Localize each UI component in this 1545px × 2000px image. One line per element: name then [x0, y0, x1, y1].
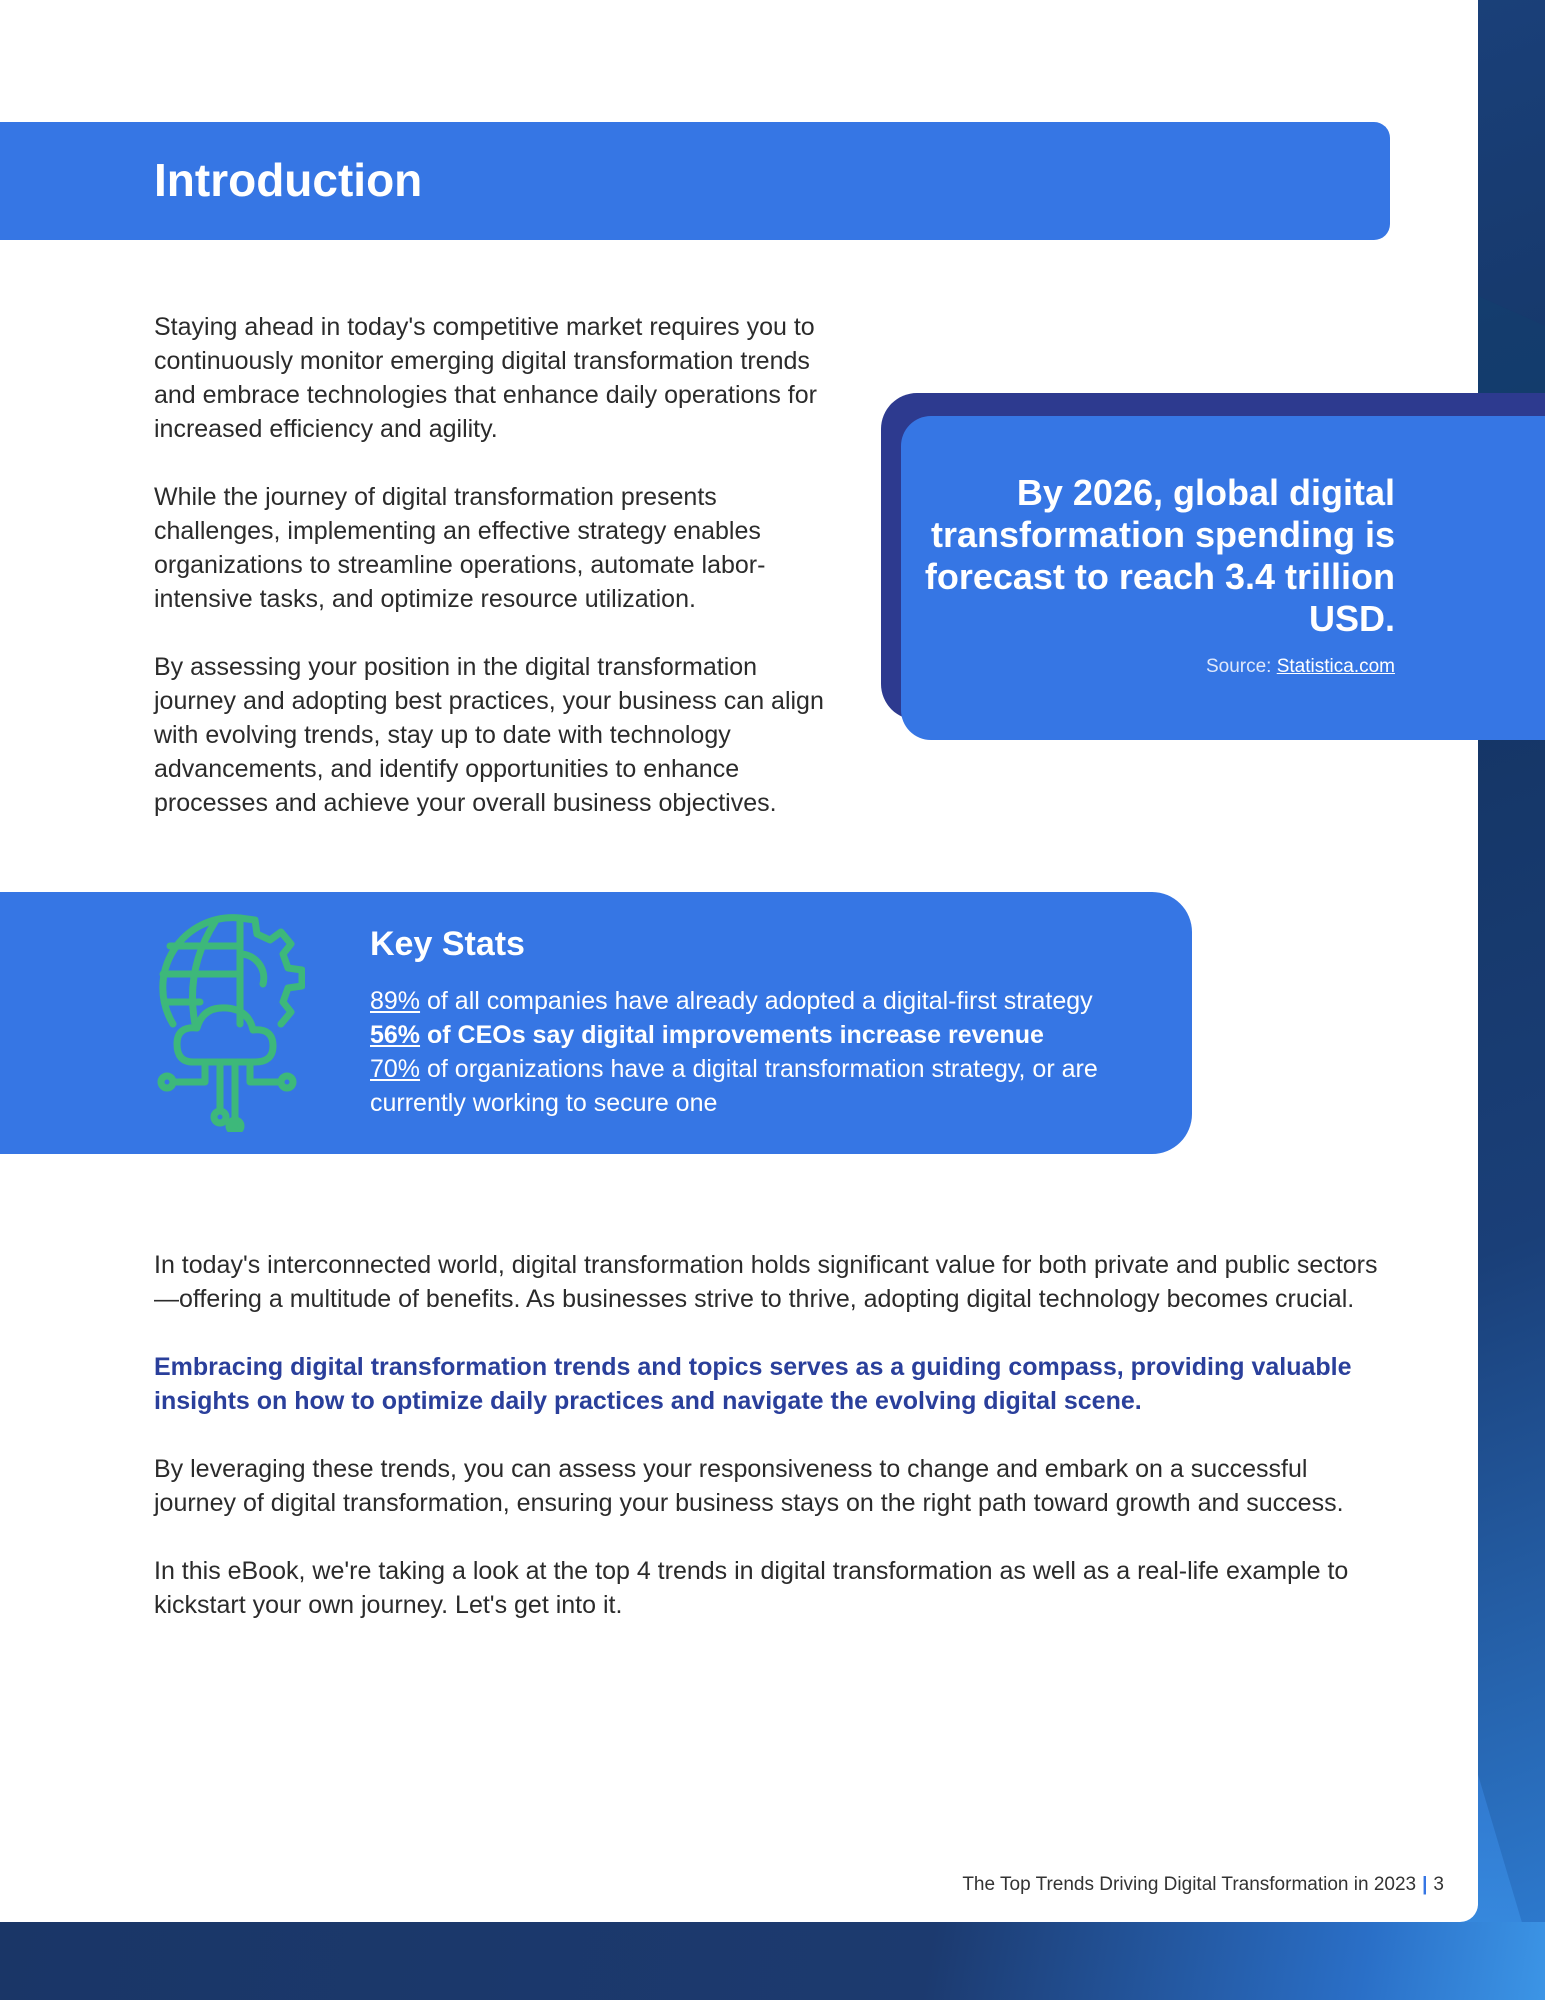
key-stats-list — [370, 984, 1150, 1120]
stat-item — [370, 1018, 1150, 1052]
stat-value[interactable]: 56% — [370, 1021, 421, 1049]
source-link[interactable]: Statistica.com — [1276, 656, 1395, 677]
highlight-paragraph: Embracing digital transformation trends and topics serves as a guiding compass, providing valuable insights on how to optimize daily practices and navigate the evolving digital scene. — [154, 1353, 1352, 1415]
stat-text: of all companies have already adopted a digital-first strategy — [420, 987, 1093, 1015]
intro-paragraph: Staying ahead in today's competitive market requires you to continuously monitor emerging digital transformation trends and embrace technologies that enhance daily operations for increased efficiency and agility. — [154, 313, 817, 443]
globe-cloud-gear-icon — [155, 914, 305, 1132]
bottom-band — [0, 1922, 1545, 2000]
stat-text: of CEOs say digital improvements increase revenue — [420, 1021, 1044, 1049]
stat-item — [370, 1052, 1150, 1120]
source-label: Source: — [1205, 656, 1277, 677]
intro-paragraph: While the journey of digital transformation presents challenges, implementing an effective strategy enables organizations to streamline operations, automate labor-intensive tasks, and optimize resource utilization. — [154, 483, 766, 613]
footer-separator: | — [1422, 1874, 1428, 1895]
body-text — [154, 1248, 1394, 1656]
stat-item — [370, 984, 1150, 1018]
footer-title: The Top Trends Driving Digital Transformation in 2023 — [962, 1874, 1417, 1895]
callout-text: By 2026, global digital transformation spending is forecast to reach 3.4 trillion USD. — [924, 472, 1395, 639]
body-paragraph: By leveraging these trends, you can assess your responsiveness to change and embark on a successful journey of digital transformation, ensuring your business stays on the right path toward growth and success. — [154, 1455, 1344, 1517]
body-paragraph: In today's interconnected world, digital transformation holds significant value for both private and public sectors—offering a multitude of benefits. As businesses strive to thrive, adopting digital technology becomes crucial. — [154, 1251, 1378, 1313]
intro-text — [154, 310, 824, 854]
intro-paragraph: By assessing your position in the digital transformation journey and adopting best practices, your business can align with evolving trends, stay up to date with technology advancements, and identify opportunities to enhance processes and achieve your overall business objectives. — [154, 653, 824, 817]
page-footer — [962, 1874, 1444, 1896]
key-stats-title: Key Stats — [370, 925, 525, 963]
callout-source — [1206, 656, 1395, 678]
stat-text: of organizations have a digital transformation strategy, or are currently working to secure one — [370, 1055, 1098, 1117]
page-title: Introduction — [154, 154, 423, 206]
page-number: 3 — [1433, 1874, 1444, 1895]
stat-value[interactable]: 89% — [370, 987, 421, 1015]
body-paragraph: In this eBook, we're taking a look at the top 4 trends in digital transformation as well as a real-life example to kickstart your own journey. Let's get into it. — [154, 1557, 1349, 1619]
stat-value[interactable]: 70% — [370, 1055, 421, 1083]
